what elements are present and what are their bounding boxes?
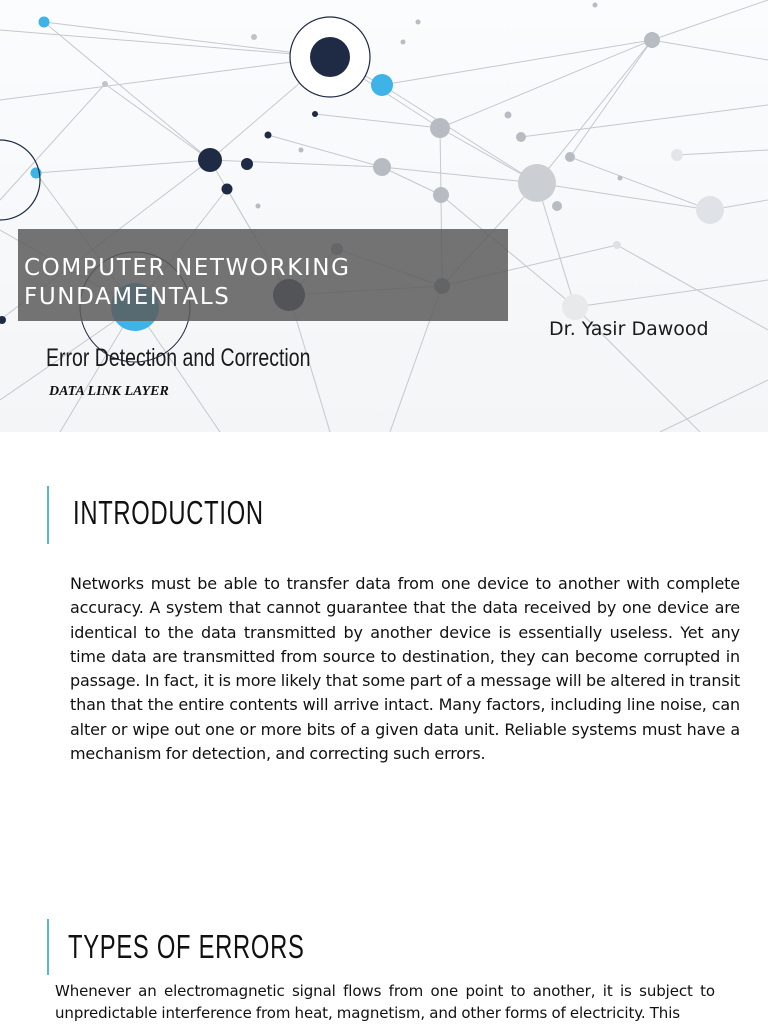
title-slide (0, 0, 768, 432)
types-of-errors-heading: TYPES OF ERRORS (68, 928, 305, 965)
introduction-paragraph: Networks must be able to transfer data from one device to another with complete accuracy. A system that cannot guarantee that the data received by one device are identical to the data transmitted by another device is essentially useless. Yet any time data are transmitted from source to destination, they can become corrupted in passage. In fact, it is more likely that some part of a message will be altered in transit than that the entire contents will arrive intact. Many factors, including line noise, can alter or wipe out one or more bits of a given data unit. Reliable systems must have a mechanism for detection, and correcting such errors. (70, 574, 740, 764)
layer-label: DATA LINK LAYER (49, 384, 169, 399)
section-accent-bar (47, 919, 49, 975)
author-name: Dr. Yasir Dawood (549, 318, 709, 340)
types-of-errors-paragraph: Whenever an electromagnetic signal flows from one point to another, it is subject to unpredictable interference from heat, magnetism, and other forms of electricity. This (55, 982, 715, 1022)
section-accent-bar (47, 486, 49, 544)
introduction-heading: INTRODUCTION (73, 494, 264, 531)
slide-title: COMPUTER NETWORKING FUNDAMENTALS (24, 255, 351, 310)
slide-subtitle: Error Detection and Correction (46, 344, 311, 372)
